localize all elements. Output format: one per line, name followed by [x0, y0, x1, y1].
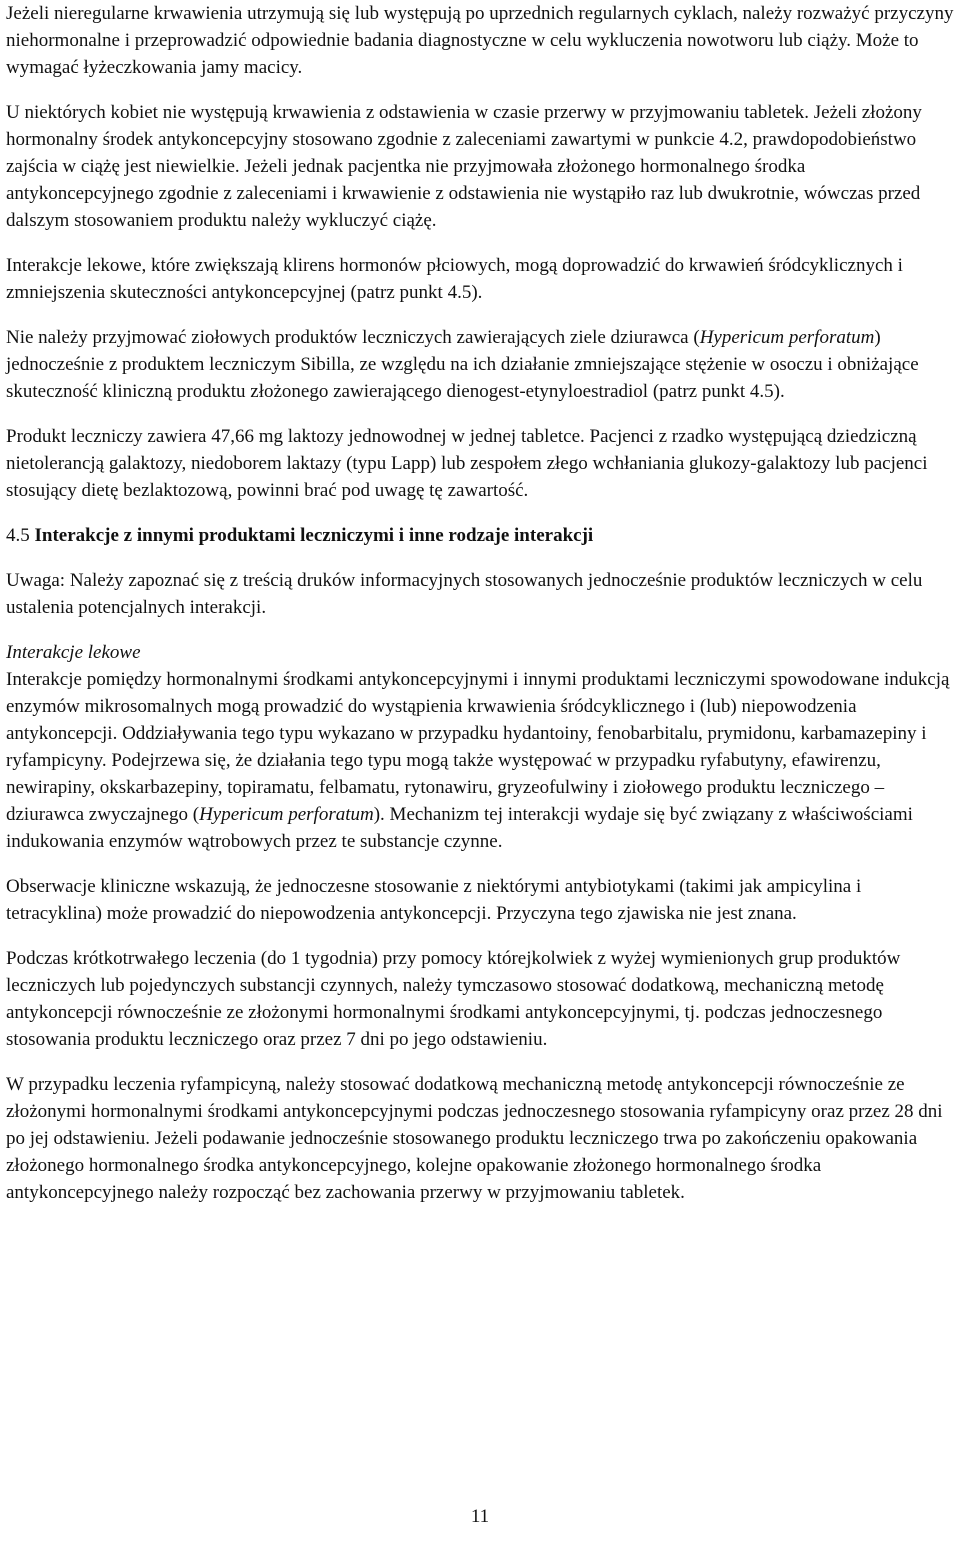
paragraph-text: Interakcje pomiędzy hormonalnymi środkami antykoncepcyjnymi i innymi produktami leczniczymi spowodowane indukcją enzymów mikrosomalnych mogą prowadzić do wystąpienia krwawienia śródcyklicznego i (lub) niepowodzenia antykoncepcji. Oddziaływania tego typu wykazano w przypadku hydantoiny, fenobarbitalu, prymidonu, karbamazepiny i ryfampicyny. Podejrzewa się, że działania tego typu mogą także występować w przypadku ryfabutyny, efawirenzu, newirapiny, okskarbazepiny, topiramatu, felbamatu, rytonawiru, gryzeofulwiny i ziołowego produktu leczniczego – dziurawca zwyczajnego ( — [6, 669, 950, 825]
paragraph-drug-interactions-clearance: Interakcje lekowe, które zwiększają klirens hormonów płciowych, mogą doprowadzić do krwawień śródcyklicznych i zmniejszenia skuteczności antykoncepcyjnej (patrz punkt 4.5). — [6, 255, 903, 303]
drug-interactions-block — [6, 639, 954, 855]
section-number: 4.5 — [6, 525, 30, 546]
latin-name: Hypericum perforatum — [199, 804, 374, 825]
paragraph-lactose: Produkt leczniczy zawiera 47,66 mg laktozy jednowodnej w jednej tabletce. Pacjenci z rzadko występującą dziedziczną nietolerancją galaktozy, niedoborem laktazy (typu Lapp) lub zespołem złego wchłaniania glukozy-galaktozy lub pacjenci stosujący dietę bezlaktozową, powinni brać pod uwagę tę zawartość. — [6, 426, 928, 501]
paragraph-text: Nie należy przyjmować ziołowych produktów leczniczych zawierających ziele dziurawca ( — [6, 327, 700, 348]
paragraph-short-term-treatment: Podczas krótkotrwałego leczenia (do 1 tygodnia) przy pomocy którejkolwiek z wyżej wymienionych grup produktów leczniczych lub pojedynczych substancji czynnych, należy tymczasowo stosować dodatkową, mechaniczną metodę antykoncepcji równocześnie ze złożonymi hormonalnymi środkami antykoncepcyjnymi, tj. podczas jednoczesnego stosowania produktu leczniczego oraz przez 7 dni po jego odstawieniu. — [6, 948, 901, 1050]
paragraph-st-johns-wort — [6, 324, 954, 405]
paragraph-antibiotics: Obserwacje kliniczne wskazują, że jednoczesne stosowanie z niektórymi antybiotykami (takimi jak ampicylina i tetracyklina) może prowadzić do niepowodzenia antykoncepcji. Przyczyna tego zjawiska nie jest znana. — [6, 876, 862, 924]
paragraph-withdrawal-bleeding: U niektórych kobiet nie występują krwawienia z odstawienia w czasie przerwy w przyjmowaniu tabletek. Jeżeli złożony hormonalny środek antykoncepcyjny stosowano zgodnie z zaleceniami zawartymi w punkcie 4.2, prawdopodobieństwo zajścia w ciążę jest niewielkie. Jeżeli jednak pacjentka nie przyjmowała złożonego hormonalnego środka antykoncepcyjnego zgodnie z zaleceniami i krwawienie z odstawienia nie wystąpiło raz lub dwukrotnie, wówczas przed dalszym stosowaniem produktu należy wykluczyć ciążę. — [6, 102, 922, 231]
section-title: Interakcje z innymi produktami leczniczymi i inne rodzaje interakcji — [34, 525, 594, 546]
subheading: Interakcje lekowe — [6, 642, 141, 663]
page-number: 11 — [470, 1506, 490, 1527]
paragraph-note: Uwaga: Należy zapoznać się z treścią druków informacyjnych stosowanych jednocześnie produktów leczniczych w celu ustalenia potencjalnych interakcji. — [6, 570, 923, 618]
paragraph-rifampicin: W przypadku leczenia ryfampicyną, należy stosować dodatkową mechaniczną metodę antykoncepcji równocześnie ze złożonymi hormonalnymi środkami antykoncepcyjnymi podczas jednoczesnego stosowania ryfampicyny oraz przez 28 dni po jej odstawieniu. Jeżeli podawanie jednocześnie stosowanego produktu leczniczego trwa po zakończeniu opakowania złożonego hormonalnego środka antykoncepcyjnego, kolejne opakowanie złożonego hormonalnego środka antykoncepcyjnego należy rozpocząć bez zachowania przerwy w przyjmowaniu tabletek. — [6, 1074, 943, 1203]
document-page — [6, 0, 954, 1224]
paragraph-text: ) jednocześnie z produktem leczniczym Sibilla, ze względu na ich działanie zmniejszające stężenie w osoczu i obniżające skuteczność kliniczną produktu złożonego zawierającego dienogest-etynyloestradiol (patrz punkt 4.5). — [6, 327, 919, 402]
section-heading — [6, 522, 954, 549]
latin-name: Hypericum perforatum — [699, 327, 875, 348]
paragraph-enzyme-induction — [6, 666, 954, 855]
paragraph-irregular-bleeding: Jeżeli nieregularne krwawienia utrzymują się lub występują po uprzednich regularnych cyklach, należy rozważyć przyczyny niehormonalne i przeprowadzić odpowiednie badania diagnostyczne w celu wykluczenia nowotworu lub ciąży. Może to wymagać łyżeczkowania jamy macicy. — [6, 3, 954, 78]
paragraph-text: ). Mechanizm tej interakcji wydaje się być związany z właściwościami indukowania enzymów wątrobowych przez te substancje czynne. — [6, 804, 913, 852]
